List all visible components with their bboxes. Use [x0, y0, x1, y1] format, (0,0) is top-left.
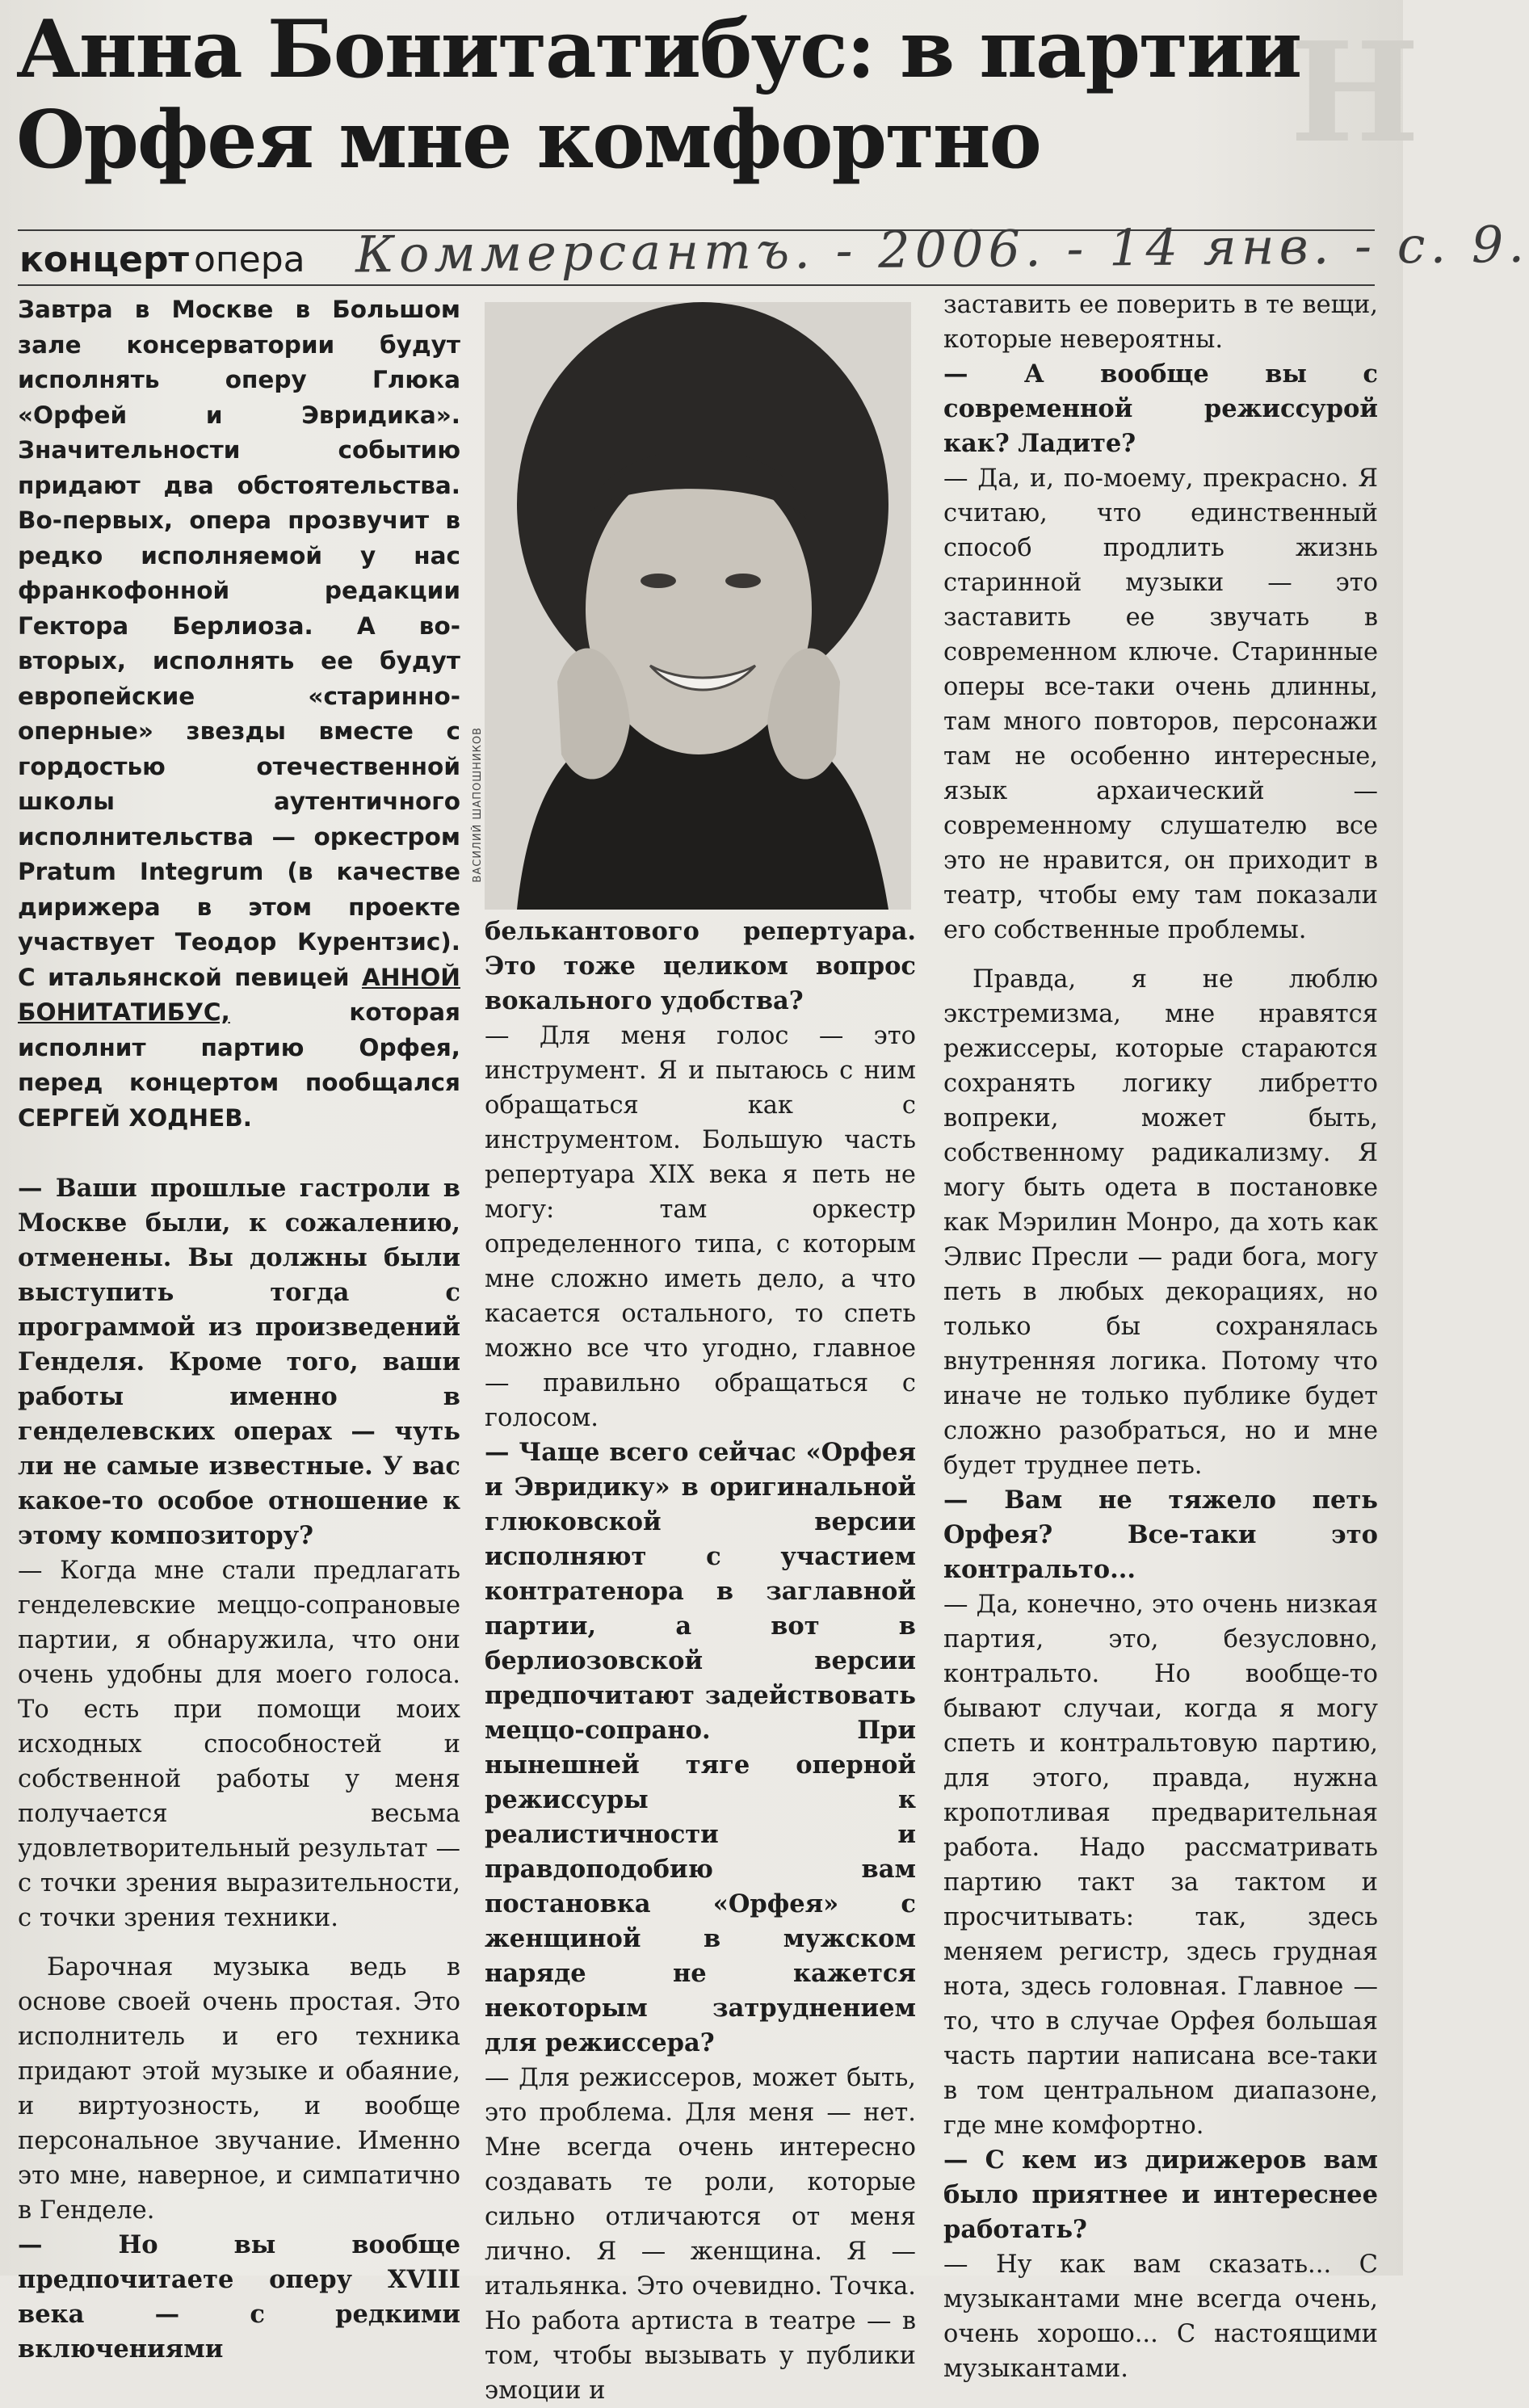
ghost-letter: Н — [1290, 12, 1420, 174]
bottom-rubric-rule — [18, 284, 1375, 286]
question-4: — А вообще вы с современной режиссурой как? Ладите? — [943, 359, 1378, 458]
question-2: — Но вы вообще предпочитаете оперу XVIII века — с редкими включениями — [18, 2230, 460, 2364]
portrait-illustration — [485, 302, 911, 910]
answer-3: — Для режиссеров, может быть, это проблема. Для меня — нет. Мне всегда очень интересно создавать те роли, которые сильно отличаются от меня лично. Я — женщина. Я — итальянка. Это очевидно. Точка. Но работа артиста в театре — в том, чтобы вызывать у публики эмоции и — [485, 2064, 916, 2405]
headline-line-1: Анна Бонитатибус: в партии — [16, 3, 1301, 96]
rubric — [19, 238, 305, 282]
spacer — [18, 1935, 460, 1950]
question-3: — Чаще всего сейчас «Орфея и Эвридику» в оригинальной глюковской версии исполняют с участием контратенора в заглавной партии, а вот в берлиозовской версии предпочитают задействовать меццо-сопрано. При нынешней тяге оперной режиссуры к реалистичности и правдоподобию вам постановка «Орфея» с женщиной в мужском наряде не кажется некоторым затруднением для режиссера? — [485, 1438, 916, 2057]
rubric-sub: опера — [193, 239, 305, 280]
question-5: — Вам не тяжело петь Орфея? Все-таки это контральто... — [943, 1486, 1378, 1584]
answer-4b: Правда, я не люблю экстремизма, мне нравятся режиссеры, которые стараются сохранять логику либретто вопреки, может быть, собственному радикализму. Я могу быть одета в постановке как Мэрилин Монро, да хоть как Элвис Пресли — ради бога, могу петь в любых декорациях, но только бы сохранялась внутренняя логика. Потому что иначе не только публике будет сложно разобраться, но и мне будет труднее петь. — [943, 965, 1378, 1480]
rubric-main: концерт — [19, 239, 189, 280]
answer-6: — Ну как вам сказать... С музыкантами мне всегда очень, очень хорошо... С настоящими музыкантами. — [943, 2250, 1378, 2383]
headline-line-2: Орфея мне комфортно — [16, 94, 1040, 187]
question-1: — Ваши прошлые гастроли в Москве были, к сожалению, отменены. Вы должны были выступить тогда с программой из произведений Генделя. Кроме того, ваши работы именно в генделевских операх — чуть ли не самые известные. У вас какое-то особое отношение к этому композитору? — [18, 1174, 460, 1550]
photo-credit: ВАСИЛИЙ ШАПОШНИКОВ — [472, 727, 484, 883]
column-1 — [18, 292, 460, 2367]
answer-2: — Для меня голос — это инструмент. Я и пытаюсь с ним обращаться как с инструментом. Большую часть репертуара XIX века я петь не могу: там оркестр определенного типа, с которым мне сложно иметь дело, а что касается остального, то спеть можно все что угодно, главное — правильно обращаться с голосом. — [485, 1022, 916, 1432]
answer-1b: Барочная музыка ведь в основе своей очень простая. Это исполнитель и его техника придают этой музыке и обаяние, и виртуозность, и вообще персональное звучание. Именно это мне, наверное, и симпатично в Генделе. — [18, 1953, 460, 2225]
answer-1: — Когда мне стали предлагать генделевские меццо-сопрановые партии, я обнаружила, что они очень удобны для моего голоса. То есть при помощи моих исходных способностей и собственной работы у меня получается весьма удовлетворительный результат — с точки зрения выразительности, с точки зрения техники. — [18, 1557, 460, 1932]
lead-interviewee: АННОЙ БОНИТАТИБУС, — [18, 963, 460, 1026]
question-2-end: белькантового репертуара. Это тоже целиком вопрос вокального удобства? — [485, 917, 916, 1015]
lead-author: СЕРГЕЙ ХОДНЕВ. — [18, 1103, 252, 1132]
portrait-photo — [485, 302, 911, 910]
spacer — [18, 1136, 460, 1171]
handwritten-note: Коммерсантъ. - 2006. - 14 янв. - с. 9. — [355, 214, 1529, 284]
headline — [16, 5, 1357, 186]
spacer — [943, 948, 1378, 962]
lead-paragraph — [18, 292, 460, 1136]
answer-4: — Да, и, по-моему, прекрасно. Я считаю, что единственный способ продлить жизнь старинной музыки — это заставить ее звучать в современном ключе. Старинные оперы все-таки очень длинны, там много повторов, персонажи там не особенно интересные, язык архаический — современному слушателю все это не нравится, он приходит в театр, чтобы ему там показали его собственные проблемы. — [943, 464, 1378, 944]
lead-mid: которая исполнит партию Орфея, перед концертом пообщался — [18, 998, 460, 1096]
answer-5: — Да, конечно, это очень низкая партия, это, безусловно, контральто. Но вообще-то бывают случаи, когда я могу спеть и контральтовую партию, для этого, правда, нужна кропотливая предварительная работа. Надо рассматривать партию такт за тактом и просчитывать: так, здесь меняем регистр, здесь грудная нота, здесь головная. Главное — то, что в случае Орфея большая часть партии написана все-таки в том центральном диапазоне, где мне комфортно. — [943, 1591, 1378, 2140]
question-6: — С кем из дирижеров вам было приятнее и интереснее работать? — [943, 2145, 1378, 2244]
answer-3-end: заставить ее поверить в те вещи, которые невероятны. — [943, 291, 1378, 354]
column-3 — [943, 288, 1378, 2386]
lead-text: Завтра в Москве в Большом зале консерватории будут исполнять оперу Глюка «Орфей и Эвридика». Значительности событию придают два обстоятельства. Во-первых, опера прозвучит в редко исполняемой у нас франкофонной редакции Гектора Берлиоза. А во-вторых, исполнять ее будут европейские «старинно-оперные» звезды вместе с гордостью отечественной школы аутентичного исполнительства — оркестром Pratum Integrum (в качестве дирижера в этом проекте участвует Теодор Курентзис). С итальянской певицей — [18, 296, 460, 991]
column-2 — [485, 914, 916, 2408]
